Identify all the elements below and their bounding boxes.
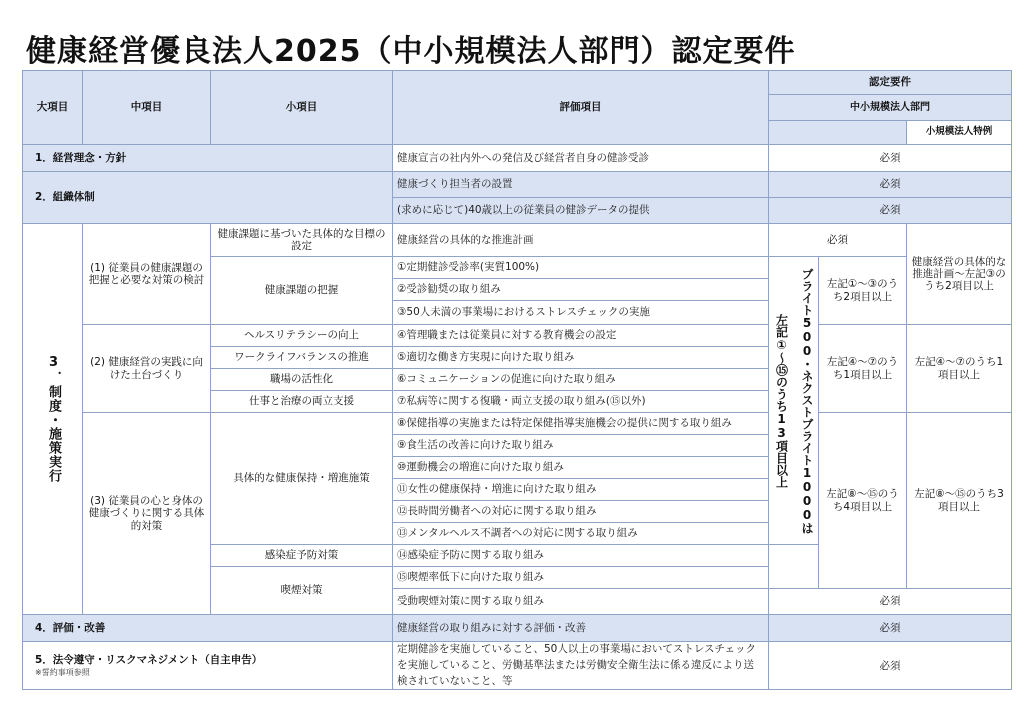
- section-2-title: 2．組織体制: [23, 172, 393, 224]
- sub-item: 仕事と治療の両立支援: [211, 391, 393, 413]
- eval-item: ⑮喫煙率低下に向けた取り組み: [393, 567, 769, 589]
- header-dai: 大項目: [23, 71, 83, 145]
- requirement-cell: 必須: [769, 615, 1012, 642]
- requirement-cell: 必須: [769, 224, 907, 257]
- requirement-cell: 左記①～③のうち2項目以上: [819, 257, 907, 325]
- section-5-cell: [23, 642, 393, 690]
- eval-item: 定期健診を実施していること、50人以上の事業場においてストレスチェックを実施していること、労働基準法または労働安全衛生法に係る違反により送検されていないこと、等: [393, 642, 769, 690]
- header-eval: 評価項目: [393, 71, 769, 145]
- section-1-title: 1．経営理念・方針: [23, 145, 393, 172]
- requirement-cell: 必須: [769, 172, 1012, 198]
- requirement-cell: 必須: [769, 589, 1012, 615]
- eval-item: ③50人未満の事業場におけるストレスチェックの実施: [393, 301, 769, 325]
- header-shokibo: 小規模法人特例: [907, 121, 1012, 145]
- small-corp-req-1: 健康経営の具体的な推進計画～左記③のうち2項目以上: [907, 224, 1012, 325]
- sub-item: ヘルスリテラシーの向上: [211, 325, 393, 347]
- eval-item: ②受診勧奨の取り組み: [393, 279, 769, 301]
- section-4-title: 4．評価・改善: [23, 615, 393, 642]
- section-3-cell: [23, 224, 83, 615]
- requirement-cell: 左記⑧～⑮のうち4項目以上: [819, 413, 907, 589]
- requirements-table: [22, 70, 1012, 690]
- small-corp-req-2: 左記④～⑦のうち1項目以上: [907, 325, 1012, 413]
- eval-item: ⑧保健指導の実施または特定保健指導実施機会の提供に関する取り組み: [393, 413, 769, 435]
- eval-item: 健康経営の具体的な推進計画: [393, 224, 769, 257]
- sub-item: 感染症予防対策: [211, 545, 393, 567]
- eval-item: ⑭感染症予防に関する取り組み: [393, 545, 769, 567]
- mid-item-3: (3) 従業員の心と身体の健康づくりに関する具体的対策: [83, 413, 211, 615]
- page-title: 健康経営優良法人2025（中小規模法人部門）認定要件: [26, 34, 796, 69]
- eval-item: 健康経営の取り組みに対する評価・改善: [393, 615, 769, 642]
- eval-item: ⑤適切な働き方実現に向けた取り組み: [393, 347, 769, 369]
- section-5-title: 5．法令遵守・リスクマネジメント（自主申告）: [35, 654, 263, 666]
- requirement-cell: 必須: [769, 642, 1012, 690]
- sub-item: 喫煙対策: [211, 567, 393, 615]
- eval-item: ⑨食生活の改善に向けた取り組み: [393, 435, 769, 457]
- sub-item: 具体的な健康保持・増進施策: [211, 413, 393, 545]
- eval-item: (求めに応じて)40歳以上の従業員の健診データの提供: [393, 198, 769, 224]
- header-nintei: 認定要件: [769, 71, 1012, 95]
- eval-item: 健康宣言の社内外への発信及び経営者自身の健診受診: [393, 145, 769, 172]
- eval-item: ⑥コミュニケーションの促進に向けた取り組み: [393, 369, 769, 391]
- eval-item: ⑩運動機会の増進に向けた取り組み: [393, 457, 769, 479]
- small-corp-req-3: 左記⑧～⑮のうち3項目以上: [907, 413, 1012, 589]
- eval-item: ⑦私病等に関する復職・両立支援の取り組み(⑮以外): [393, 391, 769, 413]
- eval-item: ⑬メンタルヘルス不調者への対応に関する取り組み: [393, 523, 769, 545]
- requirement-cell: 必須: [769, 198, 1012, 224]
- mid-item-1: (1) 従業員の健康課題の把握と必要な対策の検討: [83, 224, 211, 325]
- sub-item: 健康課題の把握: [211, 257, 393, 325]
- eval-item: ⑫長時間労働者への対応に関する取り組み: [393, 501, 769, 523]
- eval-item: ①定期健診受診率(実質100%): [393, 257, 769, 279]
- bright-label: ブライト500・ネクストブライト1000は: [800, 267, 815, 534]
- header-chusho: 中小規模法人部門: [769, 95, 1012, 121]
- eval-item: ④管理職または従業員に対する教育機会の設定: [393, 325, 769, 347]
- header-chu: 中項目: [83, 71, 211, 145]
- bright-requirement: 左記①～⑮のうち13項目以上: [774, 313, 789, 488]
- pledge-note: ※誓約事項参照: [35, 668, 90, 678]
- eval-item: ⑪女性の健康保持・増進に向けた取り組み: [393, 479, 769, 501]
- section-3-title: 3．制度・施策実行: [45, 355, 61, 483]
- header-sho: 小項目: [211, 71, 393, 145]
- sub-item: 職場の活性化: [211, 369, 393, 391]
- requirement-cell: 必須: [769, 145, 1012, 172]
- requirement-cell: 左記④～⑦のうち1項目以上: [819, 325, 907, 413]
- sub-item: 健康課題に基づいた具体的な目標の設定: [211, 224, 393, 257]
- bright-req-cell: [769, 257, 819, 545]
- mid-item-2: (2) 健康経営の実践に向けた土台づくり: [83, 325, 211, 413]
- eval-item: 健康づくり担当者の設置: [393, 172, 769, 198]
- sub-item: ワークライフバランスの推進: [211, 347, 393, 369]
- eval-item: 受動喫煙対策に関する取り組み: [393, 589, 769, 615]
